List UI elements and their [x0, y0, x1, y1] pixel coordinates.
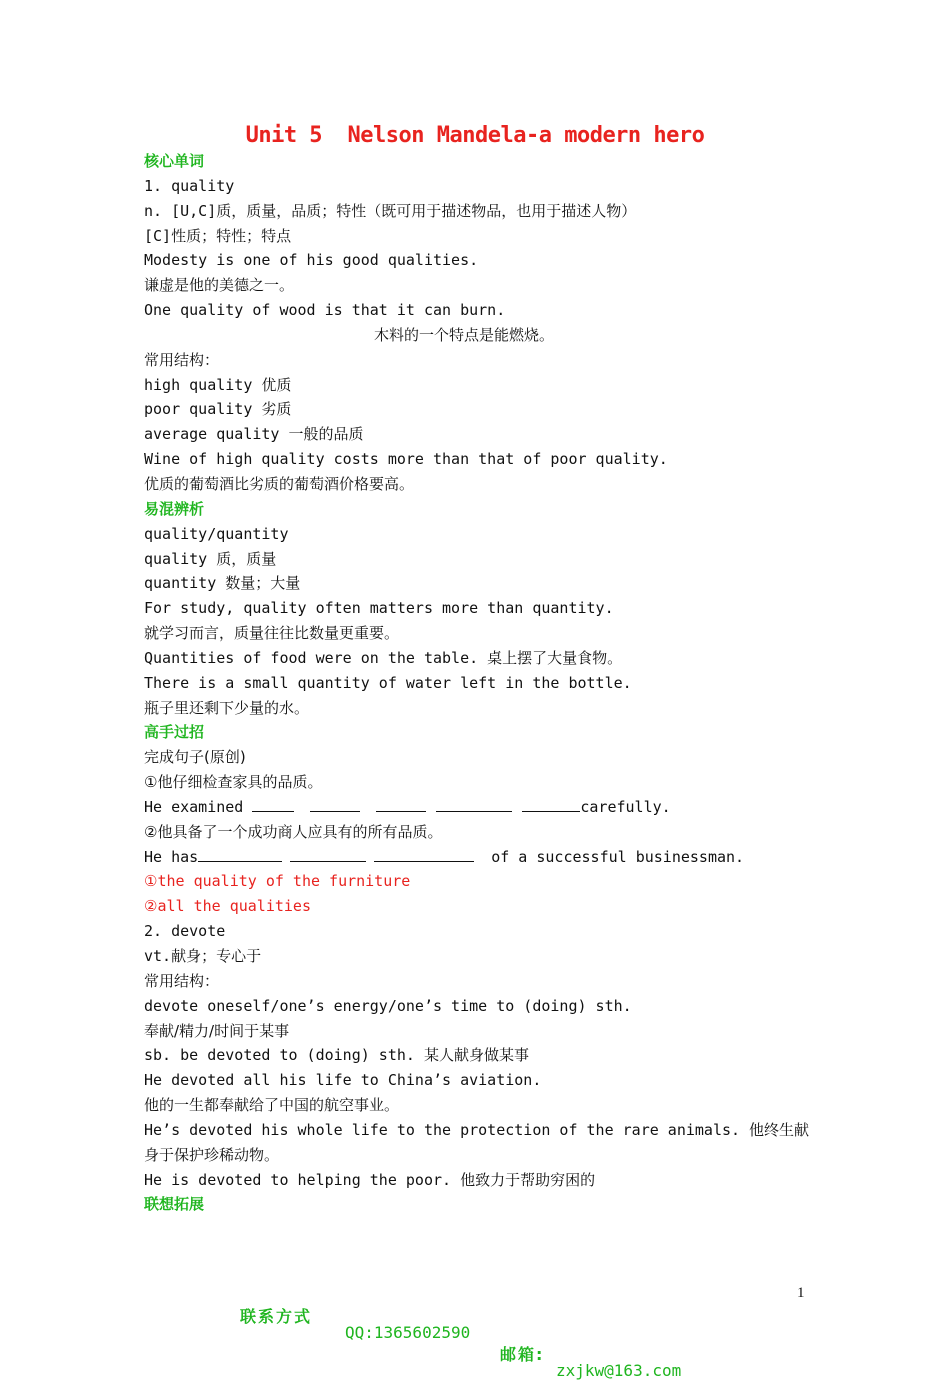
answer-blank	[252, 797, 294, 812]
section-heading-confusables: 易混辨析	[144, 499, 205, 518]
phrase: high quality 优质	[144, 375, 292, 394]
page-number: 1	[797, 1285, 805, 1301]
usage-heading: 常用结构：	[144, 350, 220, 369]
example-sentence: He is devoted to helping the poor. 他致力于帮助穷困的	[144, 1170, 596, 1189]
example-sentence: Wine of high quality costs more than that of poor quality.	[144, 450, 668, 469]
email-address: zxjkw@163.com	[556, 1361, 682, 1380]
definition-line: vt.献身；专心于	[144, 947, 262, 965]
email-label: 邮箱:	[500, 1345, 545, 1364]
translation: 优质的葡萄酒比劣质的葡萄酒价格要高。	[144, 474, 415, 493]
qq-number: QQ:1365602590	[345, 1323, 471, 1342]
sentence-start: He has	[144, 847, 199, 866]
example-sentence: Quantities of food were on the table. 桌上摆了大量食物。	[144, 648, 623, 667]
exercise-instruction: 完成句子(原创)	[144, 748, 246, 767]
sentence-start: He examined	[144, 797, 253, 816]
answer-blank	[374, 847, 474, 862]
phrase: quality 质，质量	[144, 549, 277, 568]
translation: 瓶子里还剩下少量的水。	[144, 698, 310, 717]
phrase: average quality 一般的品质	[144, 425, 364, 444]
phrase: quality/quantity	[144, 524, 289, 543]
exercise-sentence	[144, 795, 824, 820]
answer-blank	[198, 847, 282, 862]
answer-1: ①the quality of the furniture	[144, 872, 411, 891]
translation: 谦虚是他的美德之一。	[144, 276, 295, 295]
translation: 就学习而言，质量往往比数量更重要。	[144, 624, 400, 643]
answer-blank	[436, 797, 512, 812]
phrase: quantity 数量；大量	[144, 574, 301, 593]
exercise-item: ②他具备了一个成功商人应具有的所有品质。	[144, 822, 443, 841]
answer-blank	[376, 797, 426, 812]
exercise-sentence	[144, 845, 824, 870]
translation: 他的一生都奉献给了中国的航空事业。	[144, 1096, 400, 1115]
entry-devote: 2. devote	[144, 922, 226, 941]
translation: 奉献/精力/时间于某事	[144, 1021, 290, 1040]
document-body	[144, 149, 824, 1217]
exercise-item: ①他仔细检查家具的品质。	[144, 773, 323, 792]
page-footer	[0, 1285, 950, 1380]
definition-line: n. [U,C]质，质量，品质；特性（既可用于描述物品，也用于描述人物）	[144, 201, 637, 220]
section-heading-core-words: 核心单词	[144, 152, 205, 170]
example-sentence: For study, quality often matters more than quantity.	[144, 599, 614, 618]
contact-label: 联系方式	[240, 1307, 313, 1326]
section-heading-practice: 高手过招	[144, 723, 205, 742]
phrase: sb. be devoted to (doing) sth. 某人献身做某事	[144, 1046, 529, 1065]
usage-heading: 常用结构：	[144, 971, 220, 990]
phrase: devote oneself/one’s energy/one’s time to (doing) sth.	[144, 996, 632, 1015]
answer-2: ②all the qualities	[144, 897, 311, 916]
phrase: poor quality 劣质	[144, 400, 292, 419]
example-sentence: There is a small quantity of water left in the bottle.	[144, 673, 632, 692]
translation: 木料的一个特点是能燃烧。	[374, 325, 555, 344]
example-sentence: One quality of wood is that it can burn.	[144, 301, 506, 320]
sentence-end: of a successful businessman.	[482, 847, 745, 866]
answer-blank	[310, 797, 360, 812]
example-sentence: He devoted all his life to China’s aviation.	[144, 1071, 542, 1090]
sentence-end: carefully.	[580, 797, 671, 816]
example-sentence: He’s devoted his whole life to the protection of the rare animals. 他终生献身于保护珍稀动物。	[144, 1120, 810, 1164]
page-title: Unit 5 Nelson Mandela-a modern hero	[245, 123, 705, 148]
example-sentence: Modesty is one of his good qualities.	[144, 251, 479, 270]
answer-blank	[290, 847, 366, 862]
entry-quality: 1. quality	[144, 176, 235, 195]
section-heading-extension: 联想拓展	[144, 1195, 205, 1214]
answer-blank	[522, 797, 580, 812]
definition-line: [C]性质；特性；特点	[144, 226, 292, 245]
